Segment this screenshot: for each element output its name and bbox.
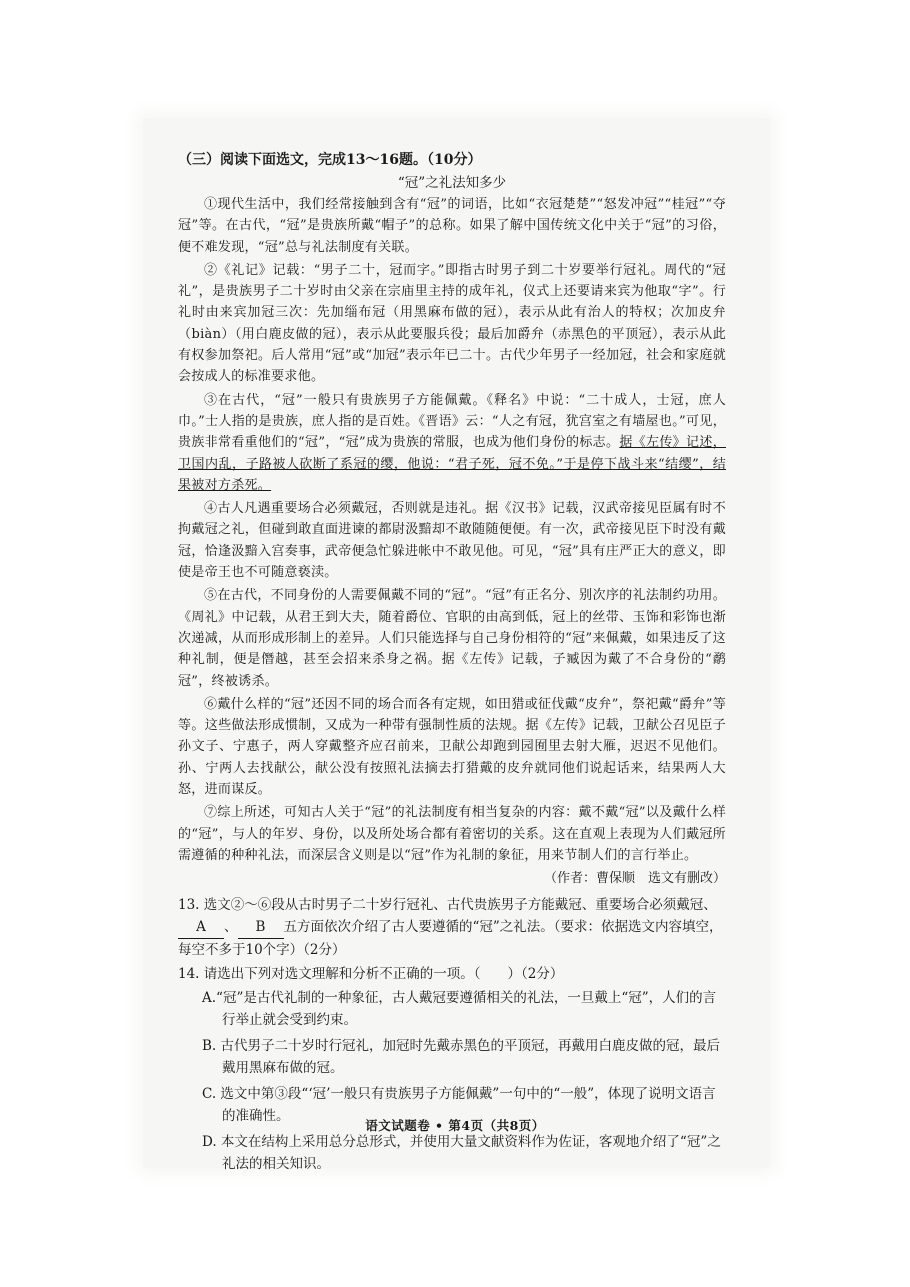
question-13-text-a: 选文②～⑥段从古时男子二十岁行冠礼、古代贵族男子方能戴冠、重要场合必须戴冠、	[203, 897, 717, 914]
paragraph-3	[178, 390, 726, 496]
question-14-number: 14.	[178, 966, 200, 983]
question-13-number: 13.	[178, 897, 200, 914]
exam-content	[178, 148, 726, 1179]
question-13	[178, 894, 726, 961]
paragraph-3-text: ③在古代，“冠”一般只有贵族男子方能佩戴。《释名》中说：“二十成人，士冠，庶人巾。”士人指的是贵族，庶人指的是百姓。《晋语》云：“人之有冠，犹宫室之有墙屋也。”可见，贵族非常看重他们的“冠”，“冠”成为贵族的常服，也成为他们身份的标志。	[178, 392, 726, 451]
paragraph-5: ⑤在古代，不同身份的人需要佩戴不同的“冠”。“冠”有正名分、别次序的礼法制约功用。《周礼》中记载，从君王到大夫，随着爵位、官职的由高到低，冠上的丝带、玉饰和彩饰也渐次递减，从而形成形制上的差异。人们只能选择与自己身份相符的“冠”来佩戴，如果违反了这种礼制，便是僭越，甚至会招来杀身之祸。据《左传》记载，子臧因为戴了不合身份的“鹬冠”，终被诱杀。	[178, 588, 726, 689]
article-title: “冠”之礼法知多少	[397, 175, 507, 191]
paragraph-3-underlined: 据《左传》记述，卫国内乱，子路被人砍断了系冠的缨，他说：“君子死，冠不免。”于是停下战斗来“结缨”，结果被对方杀死。	[178, 435, 726, 493]
paragraph-4: ④古人凡遇重要场合必须戴冠，否则就是违礼。据《汉书》记载，汉武帝接见臣属有时不拘戴冠之礼，但碰到敢直面进谏的都尉汲黯却不敢随随便便。有一次，武帝接见臣下时没有戴冠，恰逢汲黯入宫奏事，武帝便急忙躲进帐中不敢见他。可见，“冠”具有庄严正大的意义，即使是帝王也不可随意亵渎。	[178, 501, 726, 581]
blank-b[interactable]: B	[238, 916, 284, 939]
question-14-text: 请选出下列对选文理解和分析不正确的一项。（ ）（2分）	[203, 966, 564, 983]
option-b[interactable]: B. 古代男子二十岁时行冠礼，加冠时先戴赤黑色的平顶冠，再戴用白鹿皮做的冠，最后戴用黑麻布做的冠。	[202, 1038, 721, 1077]
question-13-text-b: 五方面依次介绍了古人要遵循的“冠”之礼法。（要求：依据选文内容填空，每空不多于10个字）（2分）	[178, 919, 723, 959]
blank-a[interactable]: A	[178, 916, 224, 939]
page-footer: 语文试题卷 • 第4页（共8页）	[365, 1118, 545, 1133]
blank-separator: 、	[224, 919, 238, 936]
paragraph-7: ⑦综上所述，可知古人关于“冠”的礼法制度有相当复杂的内容：戴不戴“冠”以及戴什么样的“冠”，与人的年岁、身份，以及所处场合都有着密切的关系。这在直观上表现为人们戴冠所需遵循的种种礼法，而深层含义则是以“冠”作为礼制的象征，用来节制人们的言行举止。	[178, 805, 726, 863]
paragraph-6: ⑥戴什么样的“冠”还因不同的场合而各有定规，如田猎或征伐戴“皮弁”，祭祀戴“爵弁”等等。这些做法形成惯制，又成为一种带有强制性质的法规。据《左传》记载，卫献公召见臣子孙文子、宁惠子，两人穿戴整齐应召前来，卫献公却跑到园囿里去射大雁，迟迟不见他们。孙、宁两人去找献公，献公没有按照礼法摘去打猎戴的皮弁就同他们说起话来，结果两人大怒，进而谋反。	[178, 696, 726, 798]
paragraph-2: ②《礼记》记载：“男子二十，冠而字。”即指古时男子到二十岁要举行冠礼。周代的“冠礼”，是贵族男子二十岁时由父亲在宗庙里主持的成年礼，仪式上还要请来宾为他取“字”。行礼时由来宾加冠三次：先加缁布冠（用黑麻布做的冠），表示从此有治人的特权；次加皮弁（biàn）（用白鹿皮做的冠），表示从此要服兵役；最后加爵弁（赤黑色的平顶冠），表示从此有权参加祭祀。后人常用“冠”或“加冠”表示年已二十。古代少年男子一经加冠，社会和家庭就会按成人的标准要求他。	[178, 262, 726, 385]
question-14	[178, 963, 726, 985]
option-a[interactable]: A.“冠”是古代礼制的一种象征，古人戴冠要遵循相关的礼法，一旦戴上“冠”，人们的言行举止就会受到约束。	[202, 990, 717, 1029]
option-c[interactable]: C. 选文中第③段“‘冠’一般只有贵族男子方能佩戴”一句中的“一般”，体现了说明文语言的准确性。	[202, 1086, 716, 1125]
option-d[interactable]: D. 本文在结构上采用总分总形式，并使用大量文献资料作为佐证，客观地介绍了“冠”之礼法的相关知识。	[202, 1134, 721, 1173]
paragraph-1: ①现代生活中，我们经常接触到含有“冠”的词语，比如“衣冠楚楚”“怒发冲冠”“桂冠”“夺冠”等。在古代，“冠”是贵族所戴“帽子”的总称。如果了解中国传统文化中关于“冠”的习俗，便不难发现，“冠”总与礼法制度有关联。	[178, 197, 726, 255]
section-title: （三）阅读下面选文，完成13～16题。（10分）	[178, 152, 482, 168]
author-line: （作者：曹保顺 选文有删改）	[543, 871, 726, 887]
